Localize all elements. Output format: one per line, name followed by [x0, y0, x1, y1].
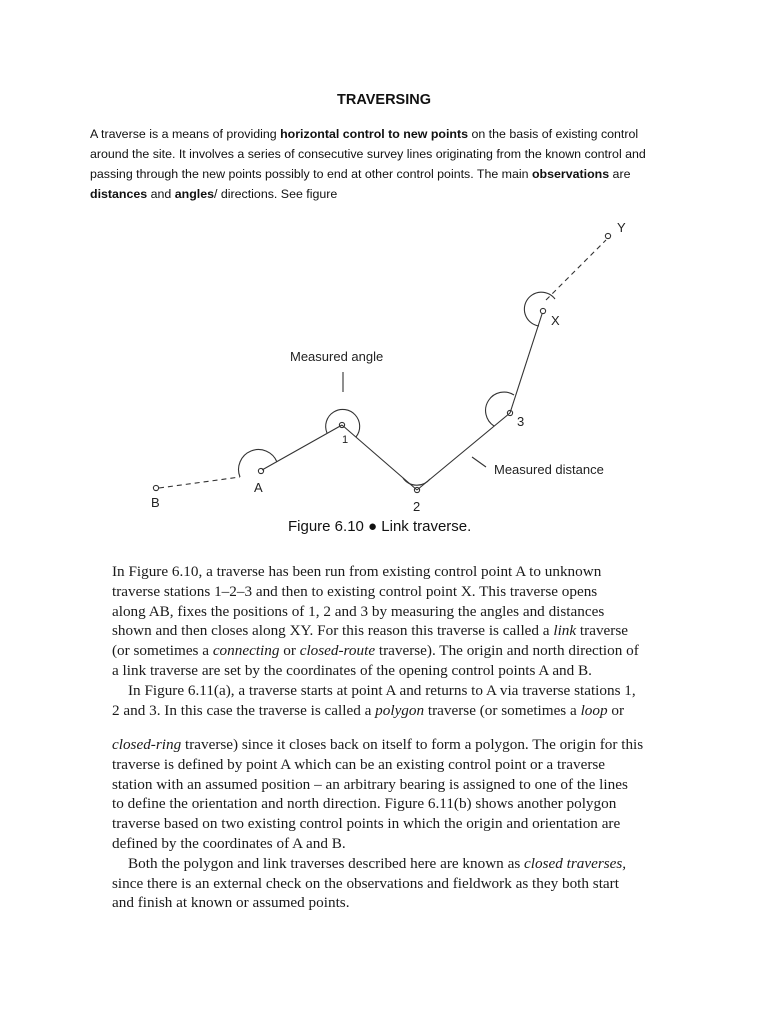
station-x-marker: [540, 308, 545, 313]
angle-arc-a: [239, 450, 277, 477]
link-traverse-diagram: [0, 210, 768, 550]
intro-paragraph: [90, 124, 690, 204]
intro-line-2: around the site. It involves a series of consecutive survey lines originating from the known control and: [90, 147, 646, 161]
para3-line-2: traverse is defined by point A which can be an existing control point or a traverse: [112, 755, 606, 773]
measured-angle-label: Measured angle: [290, 349, 384, 364]
traverse-leg-a-1: [262, 425, 342, 470]
para4-line-2: since there is an external check on the observations and fieldwork as they both start: [112, 874, 619, 892]
intro-line-4: distances and angles/ directions. See figure: [90, 187, 338, 201]
para1-line-6: a link traverse are set by the coordinates of the opening control points A and B.: [112, 661, 592, 679]
body-paragraphs-bottom: [112, 735, 672, 913]
para1-line-3: along AB, fixes the positions of 1, 2 and 3 by measuring the angles and distances: [112, 602, 605, 620]
traverse-leg-3-x: [510, 314, 542, 413]
para4-line-1: Both the polygon and link traverses described here are known as closed traverses,: [128, 854, 627, 872]
angle-arc-1: [326, 409, 360, 437]
para1-line-1: In Figure 6.10, a traverse has been run from existing control point A to unknown: [112, 563, 602, 580]
label-station-3: 3: [517, 414, 525, 429]
para4-line-3: and finish at known or assumed points.: [112, 894, 350, 912]
label-station-2: 2: [413, 499, 421, 514]
intro-line-1: A traverse is a means of providing horizontal control to new points on the basis of existing control: [90, 127, 639, 141]
para3-line-5: traverse based on two existing control points in which the origin and orientation are: [112, 815, 621, 833]
page-title: TRAVERSING: [337, 92, 431, 108]
label-b: B: [151, 495, 160, 510]
angle-arc-2: [403, 478, 430, 485]
label-station-1: 1: [342, 434, 349, 446]
para2-line-1: In Figure 6.11(a), a traverse starts at point A and returns to A via traverse stations 1,: [128, 681, 636, 699]
label-y: Y: [617, 220, 626, 235]
station-a-marker: [258, 468, 263, 473]
measured-distance-label: Measured distance: [494, 462, 604, 477]
dashed-line-b-a: [159, 477, 240, 488]
para3-line-6: defined by the coordinates of A and B.: [112, 834, 346, 852]
body-paragraphs-top: [112, 562, 672, 720]
station-b-marker: [153, 485, 158, 490]
para2-line-2: 2 and 3. In this case the traverse is called a polygon traverse (or sometimes a loop or: [112, 701, 625, 719]
para1-line-5: (or sometimes a connecting or closed-route traverse). The origin and north direction of: [112, 642, 639, 660]
label-x: X: [551, 313, 560, 328]
measured-distance-pointer: [472, 457, 486, 467]
para1-line-4: shown and then closes along XY. For this reason this traverse is called a link traverse: [112, 622, 628, 640]
intro-line-3: passing through the new points possibly to end at other control points. The main observations are: [90, 167, 631, 181]
para3-line-1: closed-ring traverse) since it closes back on itself to form a polygon. The origin for this: [112, 736, 644, 753]
para1-line-2: traverse stations 1–2–3 and then to existing control point X. This traverse opens: [112, 582, 598, 600]
station-y-marker: [605, 233, 610, 238]
dashed-line-x-y: [546, 240, 606, 300]
traverse-leg-2-3: [417, 413, 510, 490]
traverse-leg-1-2: [342, 425, 417, 490]
label-a: A: [254, 480, 263, 495]
para3-line-4: to define the orientation and north direction. Figure 6.11(b) shows another polygon: [112, 795, 617, 813]
para3-line-3: station with an assumed position – an arbitrary bearing is assigned to one of the lines: [112, 775, 628, 793]
figure-caption: Figure 6.10 ● Link traverse.: [288, 518, 472, 535]
bullet-icon: ●: [368, 518, 378, 535]
